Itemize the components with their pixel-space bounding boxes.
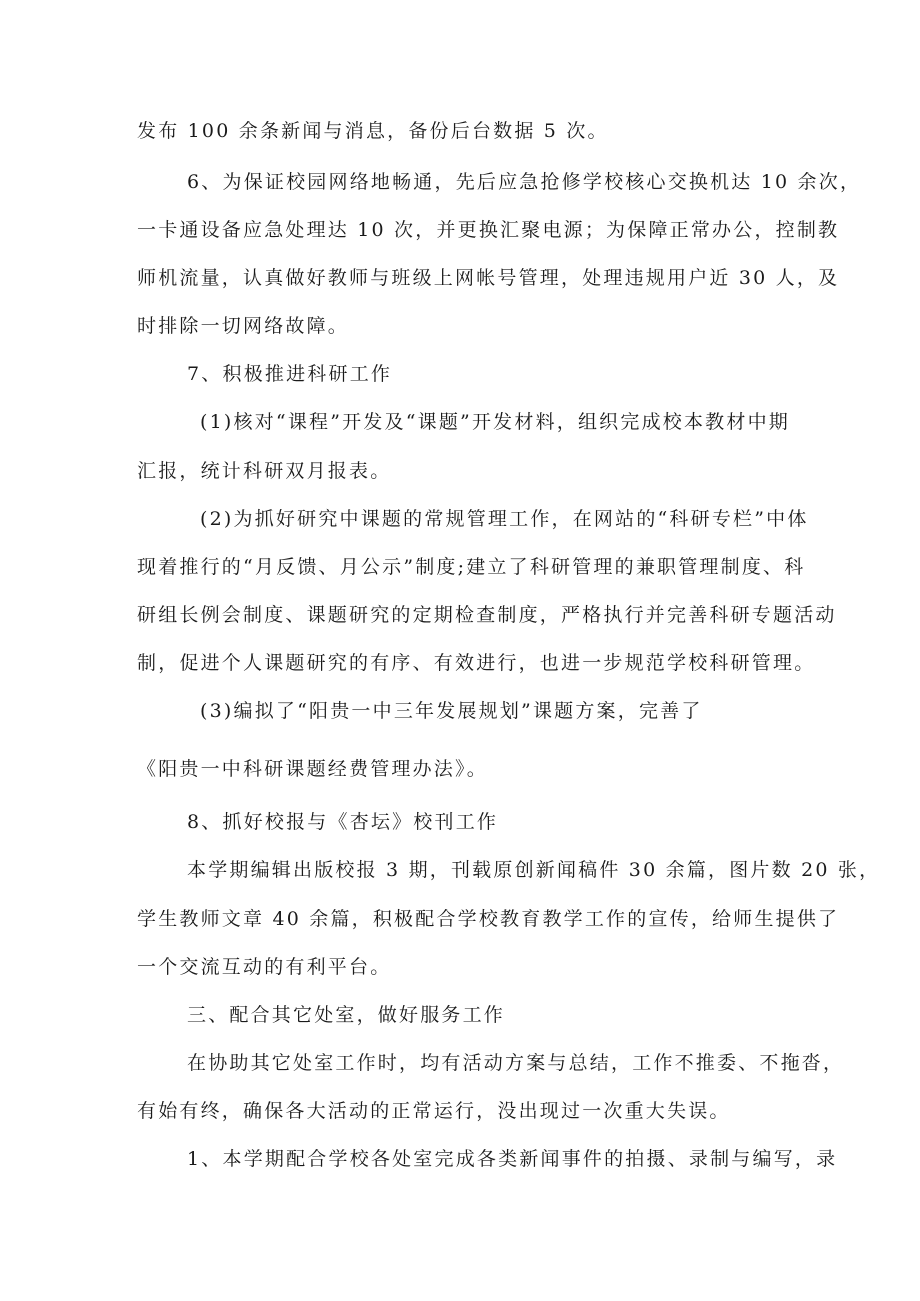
text-line: 师机流量，认真做好教师与班级上网帐号管理，处理违规用户近 30 人，及 [137, 267, 840, 289]
text-line: 时排除一切网络故障。 [137, 315, 350, 337]
text-line: 一卡通设备应急处理达 10 次，并更换汇聚电源；为保障正常办公，控制教 [137, 219, 840, 241]
list-item-6: 6、为保证校园网络地畅通，先后应急抢修学校核心交换机达 10 余次， [187, 171, 862, 193]
section-heading-8: 8、抓好校报与《杏坛》校刊工作 [187, 811, 499, 833]
list-item-1: 1、本学期配合学校各处室完成各类新闻事件的拍摄、录制与编写，录 [187, 1148, 838, 1170]
sub-item-2: (2)为抓好研究中课题的常规管理工作，在网站的“科研专栏”中体 [200, 508, 809, 530]
sub-item-3: (3)编拟了“阳贵一中三年发展规划”课题方案，完善了 [200, 700, 703, 722]
text-line: 汇报，统计科研双月报表。 [137, 460, 392, 482]
paragraph-start: 在协助其它处室工作时，均有活动方案与总结，工作不推委、不拖沓， [187, 1052, 845, 1074]
paragraph-start: 本学期编辑出版校报 3 期，刊载原创新闻稿件 30 余篇，图片数 20 张， [187, 859, 881, 881]
section-heading-3: 三、配合其它处室，做好服务工作 [187, 1004, 506, 1026]
text-line: 制，促进个人课题研究的有序、有效进行，也进一步规范学校科研管理。 [137, 652, 816, 674]
sub-item-1: (1)核对“课程”开发及“课题”开发材料，组织完成校本教材中期 [200, 411, 790, 433]
text-line: 研组长例会制度、课题研究的定期检查制度，严格执行并完善科研专题活动 [137, 604, 837, 626]
text-line: 有始有终，确保各大活动的正常运行，没出现过一次重大失误。 [137, 1100, 731, 1122]
text-line: 发布 100 余条新闻与消息，备份后台数据 5 次。 [137, 120, 609, 142]
section-heading-7: 7、积极推进科研工作 [187, 363, 393, 385]
text-line: 现着推行的“月反馈、月公示”制度;建立了科研管理的兼职管理制度、科 [137, 556, 806, 578]
text-line: 一个交流互动的有利平台。 [137, 956, 392, 978]
text-line: 《阳贵一中科研课题经费管理办法》。 [137, 758, 488, 780]
text-line: 学生教师文章 40 余篇，积极配合学校教育教学工作的宣传，给师生提供了 [137, 908, 840, 930]
